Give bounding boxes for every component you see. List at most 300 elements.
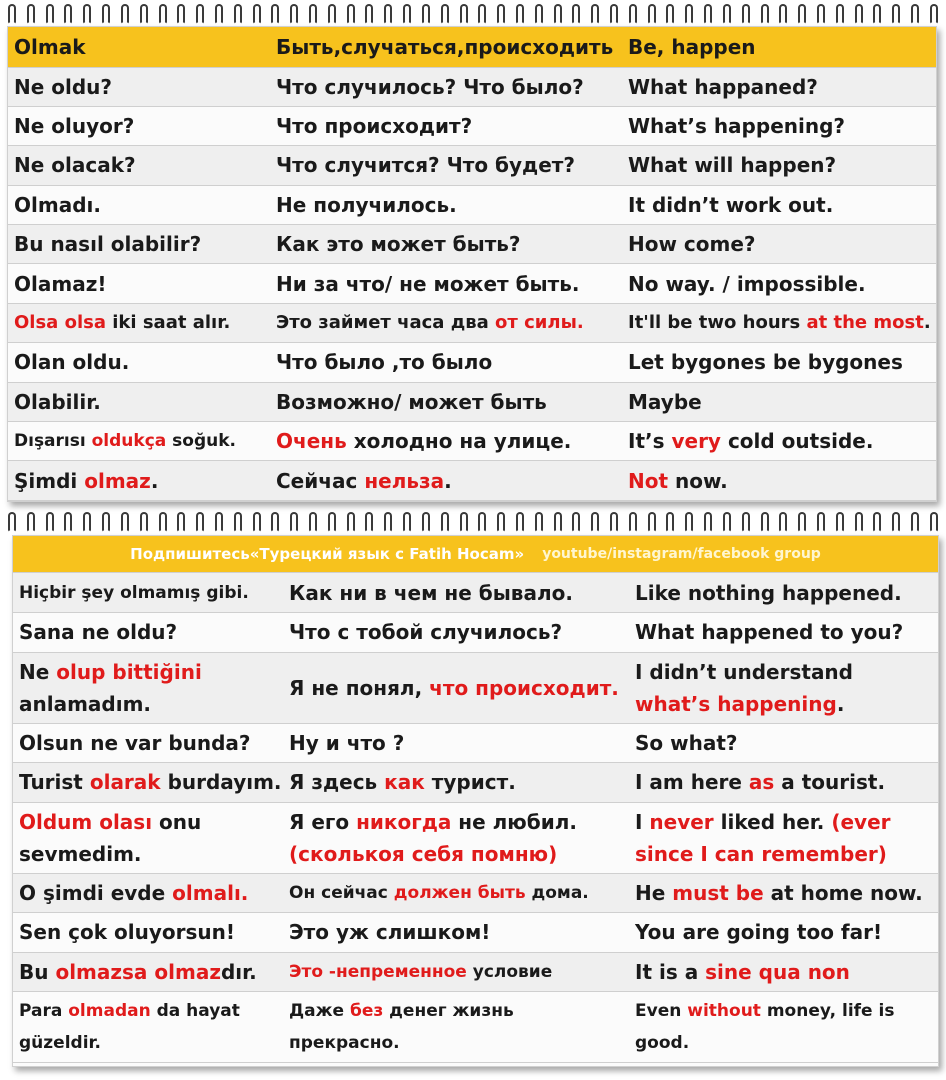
phrase-text: Возможно/ может быть — [276, 389, 547, 414]
cell-russian — [283, 873, 629, 913]
highlight-text: olmadan — [68, 1001, 151, 1021]
binding-ring — [704, 4, 712, 24]
cell-russian — [270, 185, 622, 224]
phrase-text: What will happen? — [628, 153, 837, 178]
phrase-text: What happaned? — [628, 74, 818, 99]
binding-ring — [328, 512, 336, 532]
phrase-text: Что было ,то было — [276, 350, 493, 375]
phrase-text: Ну и что ? — [289, 730, 405, 755]
highlight-text: Not — [628, 468, 669, 493]
phrase-text: турист. — [424, 770, 516, 795]
binding-ring — [535, 512, 543, 532]
cell-turkish — [8, 67, 270, 106]
phrase-text: Dışarısı — [14, 431, 92, 452]
binding-ring — [290, 512, 298, 532]
phrase-text: условие — [466, 961, 553, 982]
binding-ring — [253, 512, 261, 532]
highlight-text: as — [748, 770, 775, 795]
phrase-text: Ne — [19, 659, 57, 684]
cell-turkish — [13, 613, 283, 653]
binding-ring — [516, 4, 524, 24]
social-links: youtube/instagram/facebook group — [542, 546, 821, 562]
phrase-text: . — [836, 691, 845, 716]
phrase-text: dır. — [220, 959, 257, 984]
cell-turkish — [13, 913, 283, 953]
binding-ring — [497, 512, 505, 532]
phrase-row — [8, 185, 936, 224]
binding-ring — [121, 512, 129, 532]
cell-russian — [283, 992, 629, 1063]
highlight-text: как — [384, 770, 425, 795]
phrase-text: You are going too far! — [635, 920, 883, 945]
cell-turkish — [13, 992, 283, 1063]
binding-ring — [685, 512, 693, 532]
cell-turkish — [8, 461, 270, 500]
highlight-text: без — [349, 1001, 384, 1021]
phrase-text: Как это может быть? — [276, 232, 521, 257]
phrase-text: Even — [635, 1001, 688, 1021]
phrase-text: da hayat güzeldir. — [19, 1001, 240, 1053]
phrase-text: Не получилось. — [276, 192, 457, 217]
binding-ring — [64, 4, 72, 24]
binding-ring — [554, 512, 562, 532]
phrase-text: Let bygones be bygones — [628, 350, 903, 375]
binding-ring — [271, 4, 279, 24]
subscribe-label: Подпишитесь — [130, 545, 250, 563]
phrase-text: Olamaz! — [14, 271, 107, 296]
phrase-text: It’s — [628, 429, 672, 454]
phrase-row — [13, 613, 938, 653]
cell-english — [622, 382, 936, 421]
highlight-text: Очень — [276, 429, 347, 454]
binding-ring — [102, 512, 110, 532]
binding-ring — [121, 4, 129, 24]
binding-ring — [723, 512, 731, 532]
cell-english — [622, 422, 936, 461]
cell-english — [629, 802, 938, 873]
highlight-text: должен быть — [393, 882, 526, 903]
phrase-text: money, life is good. — [635, 1001, 895, 1053]
cell-english — [629, 613, 938, 653]
binding-ring — [422, 4, 430, 24]
highlight-text: Oldum olası — [19, 809, 153, 834]
cell-english — [622, 461, 936, 500]
phrase-text: Что с тобой случилось? — [289, 620, 563, 645]
phrase-row — [13, 992, 938, 1063]
highlight-text: never — [649, 809, 714, 834]
table-header-row — [8, 27, 936, 67]
binding-ring — [290, 4, 298, 24]
cell-russian — [270, 106, 622, 145]
cell-turkish — [8, 343, 270, 382]
phrase-text: Как ни в чем не бывало. — [289, 580, 573, 605]
highlight-text: at the most — [806, 312, 924, 334]
cell-turkish — [8, 422, 270, 461]
binding-ring — [516, 512, 524, 532]
cell-english — [622, 67, 936, 106]
binding-ring — [761, 512, 769, 532]
binding-ring — [648, 4, 656, 24]
phrase-row — [13, 652, 938, 723]
spiral-binding-middle — [8, 508, 938, 532]
phrase-row — [8, 422, 936, 461]
highlight-text: olmaz — [84, 468, 151, 493]
cell-english — [622, 343, 936, 382]
cell-russian — [283, 652, 629, 723]
binding-ring — [365, 512, 373, 532]
subscribe-banner — [13, 536, 938, 573]
phrase-text: Я здесь — [289, 770, 385, 795]
phrase-text: Что происходит? — [276, 114, 473, 139]
cell-english — [622, 146, 936, 185]
binding-ring — [83, 512, 91, 532]
binding-ring — [196, 512, 204, 532]
header-russian: Быть,случаться,происходить — [270, 27, 622, 67]
highlight-text: very — [671, 429, 721, 454]
phrase-row — [8, 382, 936, 421]
binding-ring — [159, 512, 167, 532]
phrase-text: . — [444, 468, 452, 493]
binding-ring — [8, 512, 16, 532]
binding-ring — [723, 4, 731, 24]
highlight-text: must be — [672, 880, 764, 905]
cell-english — [622, 185, 936, 224]
phrase-text: Olan oldu. — [14, 350, 130, 375]
binding-ring — [234, 4, 242, 24]
highlight-text: olarak — [89, 770, 161, 795]
phrase-text: No way. / impossible. — [628, 271, 866, 296]
binding-ring — [666, 4, 674, 24]
binding-ring — [328, 4, 336, 24]
subscribe-text — [130, 545, 524, 563]
phrase-text: anlamadım. — [19, 691, 152, 716]
binding-ring — [27, 4, 35, 24]
binding-ring — [798, 512, 806, 532]
phrase-text: Это займет часа два — [276, 312, 496, 334]
binding-ring — [798, 4, 806, 24]
binding-ring — [666, 512, 674, 532]
binding-ring — [177, 4, 185, 24]
cell-turkish — [8, 146, 270, 185]
phrase-text: How come? — [628, 232, 756, 257]
binding-ring — [629, 4, 637, 24]
cell-russian — [283, 573, 629, 613]
cell-english — [629, 873, 938, 913]
cell-turkish — [8, 303, 270, 342]
cell-english — [622, 264, 936, 303]
cell-russian — [283, 763, 629, 803]
channel-name: «Турецкий язык с Fatih Hocam» — [249, 545, 525, 563]
binding-ring — [46, 4, 54, 24]
phrase-row — [8, 461, 936, 500]
binding-ring — [27, 512, 35, 532]
binding-ring — [309, 512, 317, 532]
highlight-text: (сколькоя себя помню) — [289, 841, 558, 866]
cell-russian — [270, 382, 622, 421]
phrase-text: Я его — [289, 809, 357, 834]
binding-ring — [215, 512, 223, 532]
phrase-text: Para — [19, 1001, 69, 1021]
cell-turkish — [13, 573, 283, 613]
cell-turkish — [8, 382, 270, 421]
binding-ring — [497, 4, 505, 24]
cell-russian — [270, 67, 622, 106]
phrase-text: It is a — [635, 959, 706, 984]
phrase-text: burdayım. — [160, 770, 282, 795]
binding-ring — [347, 4, 355, 24]
phrase-text: . — [923, 312, 931, 334]
highlight-text: никогда — [356, 809, 452, 834]
binding-ring — [704, 512, 712, 532]
phrase-row — [8, 303, 936, 342]
binding-ring — [911, 512, 919, 532]
binding-ring — [855, 512, 863, 532]
binding-ring — [215, 4, 223, 24]
binding-ring — [384, 4, 392, 24]
binding-ring — [610, 4, 618, 24]
phrase-text: денег жизнь прекрасно. — [289, 1001, 514, 1053]
binding-ring — [46, 512, 54, 532]
phrase-row — [8, 343, 936, 382]
binding-ring — [140, 4, 148, 24]
phrase-text: Ne olacak? — [14, 153, 136, 178]
phrase-row — [13, 913, 938, 953]
binding-ring — [873, 512, 881, 532]
header-turkish: Olmak — [8, 27, 270, 67]
binding-ring — [64, 512, 72, 532]
binding-ring — [460, 4, 468, 24]
phrase-text: Ne oldu? — [14, 74, 113, 99]
header-english: Be, happen — [622, 27, 936, 67]
phrase-text: O şimdi evde — [19, 880, 173, 905]
cell-russian — [270, 146, 622, 185]
binding-ring — [441, 4, 449, 24]
binding-ring — [478, 4, 486, 24]
phrase-row — [13, 723, 938, 763]
binding-ring — [234, 512, 242, 532]
phrase-text: холодно на улице. — [346, 429, 572, 454]
highlight-text: от силы. — [495, 312, 584, 334]
cell-russian — [283, 613, 629, 653]
phrase-text: Sana ne oldu? — [19, 620, 178, 645]
binding-ring — [572, 512, 580, 532]
phrase-table-2 — [13, 573, 938, 1063]
binding-ring — [591, 512, 599, 532]
phrase-text: a tourist. — [774, 770, 886, 795]
binding-ring — [779, 4, 787, 24]
binding-ring — [159, 4, 167, 24]
cell-turkish — [13, 763, 283, 803]
phrase-text: What’s happening? — [628, 114, 846, 139]
phrase-text: now. — [668, 468, 728, 493]
phrase-text: at home now. — [763, 880, 923, 905]
phrase-text: Bu nasıl olabilir? — [14, 232, 202, 257]
highlight-text: Olsa olsa — [14, 312, 106, 334]
cell-russian — [283, 723, 629, 763]
binding-ring — [403, 512, 411, 532]
binding-ring — [610, 512, 618, 532]
cell-russian — [270, 225, 622, 264]
phrase-text: I — [635, 809, 650, 834]
cell-turkish — [13, 652, 283, 723]
phrase-text: soğuk. — [166, 431, 237, 452]
phrase-text: Maybe — [628, 389, 702, 414]
highlight-text: что происходит. — [429, 675, 619, 700]
binding-ring — [554, 4, 562, 24]
cell-turkish — [13, 873, 283, 913]
phrase-text: liked her. — [713, 809, 832, 834]
phrase-text: iki saat alır. — [106, 312, 231, 334]
cell-english — [629, 992, 938, 1063]
phrase-text: He — [635, 880, 673, 905]
highlight-text: sine qua non — [705, 959, 850, 984]
binding-ring — [196, 4, 204, 24]
binding-ring — [836, 512, 844, 532]
phrase-text: It'll be two hours — [628, 312, 807, 334]
binding-ring — [347, 512, 355, 532]
binding-ring — [441, 512, 449, 532]
highlight-text: olmalı. — [172, 880, 249, 905]
phrase-text: I am here — [635, 770, 749, 795]
cell-turkish — [8, 185, 270, 224]
highlight-text: нельза — [364, 468, 445, 493]
binding-ring — [177, 512, 185, 532]
phrase-text: Я не понял, — [289, 675, 430, 700]
cell-russian — [283, 952, 629, 992]
phrase-row — [13, 873, 938, 913]
phrase-text: Hiçbir şey olmamış gibi. — [19, 582, 249, 603]
cell-english — [629, 952, 938, 992]
binding-ring — [365, 4, 373, 24]
phrase-row — [8, 264, 936, 303]
phrase-row — [13, 763, 938, 803]
phrase-text: Like nothing happened. — [635, 580, 902, 605]
binding-ring — [478, 512, 486, 532]
phrase-text: дома. — [525, 882, 589, 903]
binding-ring — [685, 4, 693, 24]
binding-ring — [460, 512, 468, 532]
cell-russian — [270, 461, 622, 500]
phrase-text: Sen çok oluyorsun! — [19, 920, 236, 945]
binding-ring — [779, 512, 787, 532]
cell-english — [629, 723, 938, 763]
phrase-text: cold outside. — [720, 429, 874, 454]
binding-ring — [591, 4, 599, 24]
cell-english — [622, 225, 936, 264]
cell-russian — [270, 264, 622, 303]
highlight-text: without — [687, 1001, 761, 1021]
highlight-text: olmazsa olmaz — [55, 959, 221, 984]
binding-ring — [271, 512, 279, 532]
binding-ring — [892, 4, 900, 24]
binding-ring — [817, 512, 825, 532]
cell-russian — [283, 913, 629, 953]
cell-turkish — [8, 225, 270, 264]
card-olmak-basics — [7, 26, 937, 502]
binding-ring — [140, 512, 148, 532]
cell-english — [629, 913, 938, 953]
phrase-row — [8, 67, 936, 106]
phrase-text: It didn’t work out. — [628, 192, 834, 217]
phrase-row — [13, 802, 938, 873]
binding-ring — [422, 512, 430, 532]
binding-ring — [629, 512, 637, 532]
binding-ring — [836, 4, 844, 24]
phrase-text: Olmadı. — [14, 192, 101, 217]
cell-english — [629, 573, 938, 613]
phrase-text: Что случилось? Что было? — [276, 74, 584, 99]
card-olmak-expressions — [12, 535, 939, 1067]
phrase-text: Turist — [19, 770, 90, 795]
binding-ring — [930, 512, 938, 532]
highlight-text: Это -непременное — [289, 961, 467, 982]
binding-ring — [855, 4, 863, 24]
cell-english — [622, 303, 936, 342]
phrase-text: . — [150, 468, 159, 493]
phrase-text: I didn’t understand — [635, 659, 853, 684]
binding-ring — [403, 4, 411, 24]
binding-ring — [817, 4, 825, 24]
binding-ring — [384, 512, 392, 532]
phrase-text: Olsun ne var bunda? — [19, 730, 251, 755]
cell-russian — [270, 303, 622, 342]
cell-turkish — [8, 264, 270, 303]
phrase-text: Olabilir. — [14, 389, 101, 414]
cell-turkish — [13, 952, 283, 992]
phrase-text: So what? — [635, 730, 738, 755]
phrase-text: What happened to you? — [635, 620, 904, 645]
binding-ring — [742, 4, 750, 24]
phrase-text: не любил. — [451, 809, 577, 834]
phrase-text: Это уж слишком! — [289, 920, 491, 945]
phrase-row — [8, 225, 936, 264]
phrase-row — [8, 106, 936, 145]
cell-turkish — [13, 723, 283, 763]
spiral-binding-top — [8, 0, 938, 24]
phrase-text: Şimdi — [14, 468, 85, 493]
phrase-row — [13, 952, 938, 992]
phrase-text: Ne oluyor? — [14, 114, 135, 139]
cell-russian — [283, 802, 629, 873]
binding-ring — [8, 4, 16, 24]
binding-ring — [83, 4, 91, 24]
binding-ring — [309, 4, 317, 24]
cell-english — [622, 106, 936, 145]
phrase-row — [8, 146, 936, 185]
binding-ring — [535, 4, 543, 24]
phrase-row — [13, 573, 938, 613]
binding-ring — [930, 4, 938, 24]
binding-ring — [253, 4, 261, 24]
binding-ring — [761, 4, 769, 24]
binding-ring — [572, 4, 580, 24]
phrase-text: Даже — [289, 1001, 350, 1021]
phrase-text: Bu — [19, 959, 56, 984]
binding-ring — [873, 4, 881, 24]
cell-turkish — [13, 802, 283, 873]
highlight-text: what’s happening — [635, 691, 837, 716]
highlight-text: olup bittiğini — [56, 659, 202, 684]
binding-ring — [911, 4, 919, 24]
cell-english — [629, 763, 938, 803]
phrase-text: Ни за что/ не может быть. — [276, 271, 580, 296]
phrase-table-1 — [8, 27, 936, 501]
binding-ring — [648, 512, 656, 532]
highlight-text: oldukça — [91, 431, 167, 452]
binding-ring — [102, 4, 110, 24]
binding-ring — [742, 512, 750, 532]
highlight-text: (ever since I can remember) — [635, 809, 891, 866]
